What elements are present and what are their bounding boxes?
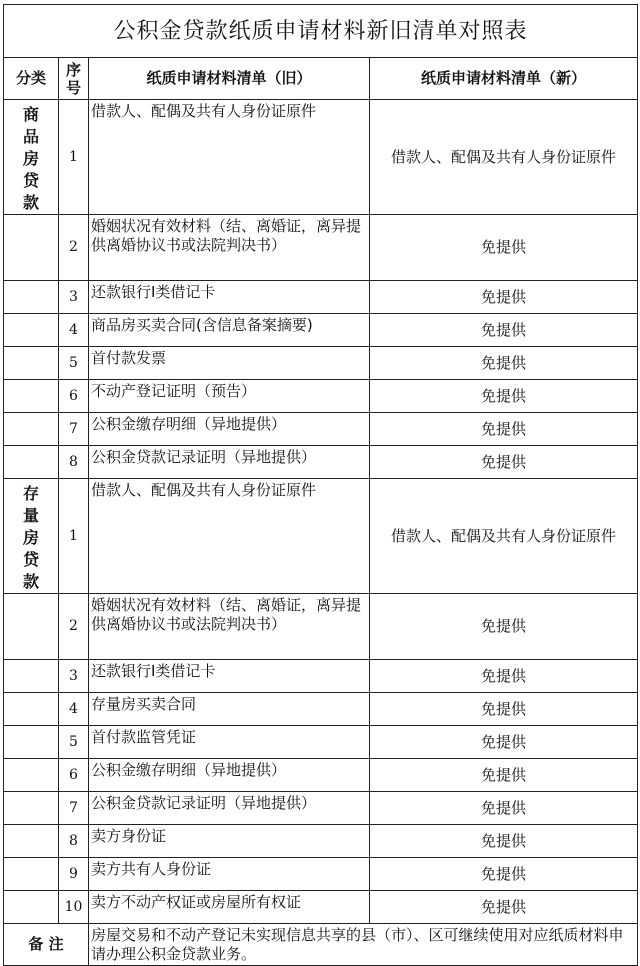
category-label: 存量房贷款 (4, 479, 59, 594)
new-material: 免提供 (370, 660, 638, 693)
new-material: 免提供 (370, 314, 638, 347)
seq-number: 3 (59, 660, 89, 693)
table-row (4, 347, 638, 380)
seq-number: 10 (59, 891, 89, 924)
title-row (4, 5, 638, 58)
seq-number: 5 (59, 726, 89, 759)
category-empty-cell (4, 413, 59, 446)
table-row (4, 380, 638, 413)
new-material: 免提供 (370, 281, 638, 314)
new-material: 免提供 (370, 759, 638, 792)
seq-number: 2 (59, 215, 89, 281)
header-new: 纸质申请材料清单（新） (370, 58, 638, 100)
category-empty-cell (4, 825, 59, 858)
old-material: 卖方不动产权证或房屋所有权证 (89, 891, 370, 924)
seq-number: 7 (59, 413, 89, 446)
seq-number: 8 (59, 446, 89, 479)
new-material: 免提供 (370, 594, 638, 660)
table-row (4, 759, 638, 792)
header-row (4, 58, 638, 100)
old-material: 存量房买卖合同 (89, 693, 370, 726)
category-empty-cell (4, 891, 59, 924)
old-material: 首付款发票 (89, 347, 370, 380)
new-material: 免提供 (370, 693, 638, 726)
category-empty-cell (4, 446, 59, 479)
new-material: 免提供 (370, 446, 638, 479)
old-material: 还款银行I类借记卡 (89, 660, 370, 693)
table-row (4, 726, 638, 759)
category-empty-cell (4, 347, 59, 380)
category-empty-cell (4, 759, 59, 792)
category-empty-cell (4, 858, 59, 891)
header-seq: 序号 (59, 58, 89, 100)
category-empty-cell (4, 693, 59, 726)
seq-number: 8 (59, 825, 89, 858)
new-material: 免提供 (370, 380, 638, 413)
new-material: 免提供 (370, 215, 638, 281)
category-empty-cell (4, 281, 59, 314)
seq-number: 6 (59, 380, 89, 413)
header-category: 分类 (4, 58, 59, 100)
old-material: 借款人、配偶及共有人身份证原件 (89, 479, 370, 594)
category-empty-cell (4, 792, 59, 825)
seq-number: 4 (59, 693, 89, 726)
table-row (4, 446, 638, 479)
table-row (4, 479, 638, 594)
seq-number: 6 (59, 759, 89, 792)
seq-number: 9 (59, 858, 89, 891)
old-material: 还款银行I类借记卡 (89, 281, 370, 314)
note-text: 房屋交易和不动产登记未实现信息共享的县（市）、区可继续使用对应纸质材料申请办理公积金贷款业务。 (89, 924, 638, 966)
new-material: 免提供 (370, 347, 638, 380)
old-material: 卖方共有人身份证 (89, 858, 370, 891)
seq-number: 7 (59, 792, 89, 825)
category-empty-cell (4, 594, 59, 660)
table-row (4, 825, 638, 858)
new-material: 免提供 (370, 825, 638, 858)
seq-number: 5 (59, 347, 89, 380)
category-label: 商品房贷款 (4, 100, 59, 215)
category-empty-cell (4, 314, 59, 347)
old-material: 商品房买卖合同(含信息备案摘要) (89, 314, 370, 347)
old-material: 公积金贷款记录证明（异地提供） (89, 446, 370, 479)
category-empty-cell (4, 215, 59, 281)
new-material: 借款人、配偶及共有人身份证原件 (370, 479, 638, 594)
new-material: 免提供 (370, 413, 638, 446)
table-row (4, 100, 638, 215)
old-material: 公积金缴存明细（异地提供） (89, 413, 370, 446)
category-empty-cell (4, 660, 59, 693)
category-empty-cell (4, 380, 59, 413)
table-title: 公积金贷款纸质申请材料新旧清单对照表 (4, 5, 638, 58)
table-row (4, 281, 638, 314)
seq-number: 4 (59, 314, 89, 347)
seq-number: 1 (59, 479, 89, 594)
seq-number: 2 (59, 594, 89, 660)
old-material: 借款人、配偶及共有人身份证原件 (89, 100, 370, 215)
old-material: 不动产登记证明（预告） (89, 380, 370, 413)
seq-number: 1 (59, 100, 89, 215)
table-row (4, 594, 638, 660)
new-material: 借款人、配偶及共有人身份证原件 (370, 100, 638, 215)
table-row (4, 792, 638, 825)
comparison-table (3, 4, 638, 966)
old-material: 卖方身份证 (89, 825, 370, 858)
old-material: 公积金贷款记录证明（异地提供） (89, 792, 370, 825)
note-label: 备 注 (4, 924, 89, 966)
table-row (4, 413, 638, 446)
table-row (4, 858, 638, 891)
old-material: 婚姻状况有效材料（结、离婚证，离异提供离婚协议书或法院判决书） (89, 594, 370, 660)
old-material: 公积金缴存明细（异地提供） (89, 759, 370, 792)
new-material: 免提供 (370, 792, 638, 825)
new-material: 免提供 (370, 726, 638, 759)
table-row (4, 215, 638, 281)
category-empty-cell (4, 726, 59, 759)
new-material: 免提供 (370, 858, 638, 891)
table-row (4, 891, 638, 924)
seq-number: 3 (59, 281, 89, 314)
table-row (4, 693, 638, 726)
new-material: 免提供 (370, 891, 638, 924)
header-old: 纸质申请材料清单（旧） (89, 58, 370, 100)
old-material: 婚姻状况有效材料（结、离婚证，离异提供离婚协议书或法院判决书） (89, 215, 370, 281)
table-row (4, 314, 638, 347)
old-material: 首付款监管凭证 (89, 726, 370, 759)
table-row (4, 660, 638, 693)
